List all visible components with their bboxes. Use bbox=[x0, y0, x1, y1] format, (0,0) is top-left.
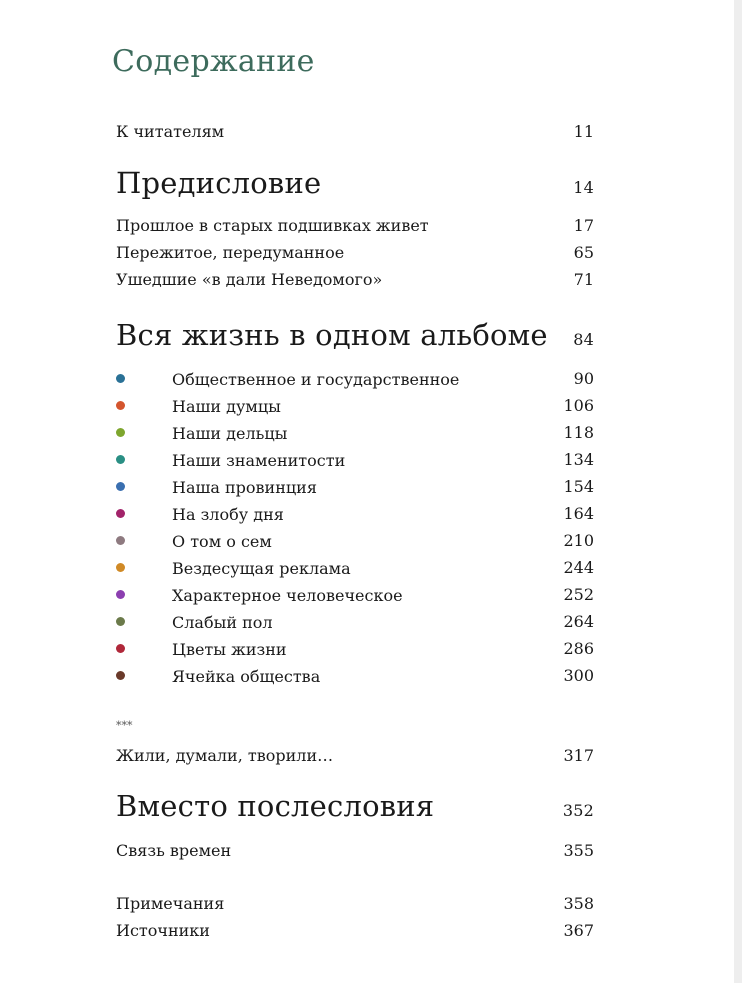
album-chapter-page: 210 bbox=[563, 531, 594, 550]
toc-entry[interactable] bbox=[116, 243, 594, 262]
toc-entry-label: Прошлое в старых подшивках живет bbox=[116, 216, 429, 235]
bullet-dot-icon bbox=[116, 671, 125, 680]
album-chapter-item[interactable] bbox=[116, 639, 594, 659]
album-chapter-label: Наши знаменитости bbox=[172, 451, 346, 470]
toc-entry-label: Источники bbox=[116, 921, 210, 940]
album-chapter-page: 134 bbox=[563, 450, 594, 469]
album-chapter-label: Наши думцы bbox=[172, 397, 281, 416]
album-chapter-page: 286 bbox=[563, 639, 594, 658]
bullet-dot-icon bbox=[116, 455, 125, 464]
album-chapter-label: Наши дельцы bbox=[172, 424, 288, 443]
bullet-dot-icon bbox=[116, 644, 125, 653]
album-chapter-page: 244 bbox=[563, 558, 594, 577]
toc-section-page: 352 bbox=[562, 801, 594, 820]
toc-entry-page: 317 bbox=[563, 746, 594, 765]
toc-entry-page: 65 bbox=[573, 243, 594, 262]
bullet-dot-icon bbox=[116, 536, 125, 545]
album-chapter-page: 300 bbox=[563, 666, 594, 685]
album-chapter-item[interactable] bbox=[116, 612, 594, 632]
album-chapter-label: Цветы жизни bbox=[172, 640, 287, 659]
toc-entry-page: 355 bbox=[563, 841, 594, 860]
toc-entry[interactable] bbox=[116, 894, 594, 913]
bullet-dot-icon bbox=[116, 428, 125, 437]
album-chapter-item[interactable] bbox=[116, 585, 594, 605]
album-chapter-label: Наша провинция bbox=[172, 478, 317, 497]
toc-entry-page: 17 bbox=[573, 216, 594, 235]
toc-entry-page: 71 bbox=[573, 270, 594, 289]
album-chapter-page: 154 bbox=[563, 477, 594, 496]
toc-section-label: Предисловие bbox=[116, 166, 322, 200]
toc-entry[interactable] bbox=[116, 746, 594, 765]
album-chapter-item[interactable] bbox=[116, 423, 594, 443]
toc-entry[interactable] bbox=[116, 841, 594, 860]
album-chapter-page: 164 bbox=[563, 504, 594, 523]
page-edge bbox=[734, 0, 742, 983]
album-chapter-item[interactable] bbox=[116, 369, 594, 389]
bullet-dot-icon bbox=[116, 590, 125, 599]
album-chapter-page: 90 bbox=[573, 369, 594, 388]
toc-entry[interactable] bbox=[116, 122, 594, 141]
album-chapter-item[interactable] bbox=[116, 504, 594, 524]
album-chapter-label: Общественное и государственное bbox=[172, 370, 460, 389]
album-chapter-page: 264 bbox=[563, 612, 594, 631]
bullet-dot-icon bbox=[116, 617, 125, 626]
toc-entry-page: 11 bbox=[573, 122, 594, 141]
album-chapter-page: 252 bbox=[563, 585, 594, 604]
toc-section-heading[interactable] bbox=[116, 166, 594, 200]
bullet-dot-icon bbox=[116, 374, 125, 383]
toc-entry-label: К читателям bbox=[116, 122, 225, 141]
toc-entry-label: Примечания bbox=[116, 894, 225, 913]
toc-entry-page: 367 bbox=[563, 921, 594, 940]
album-chapter-label: Вездесущая реклама bbox=[172, 559, 351, 578]
album-chapter-item[interactable] bbox=[116, 666, 594, 686]
album-chapter-label: На злобу дня bbox=[172, 505, 284, 524]
album-chapter-label: Характерное человеческое bbox=[172, 586, 403, 605]
album-chapter-page: 118 bbox=[563, 423, 594, 442]
toc-entry-page: 358 bbox=[563, 894, 594, 913]
album-chapter-item[interactable] bbox=[116, 558, 594, 578]
toc-section-label: Вместо послесловия bbox=[116, 789, 435, 823]
toc-entry-label: Связь времен bbox=[116, 841, 232, 860]
toc-section-heading[interactable] bbox=[116, 789, 594, 823]
toc-section-page: 84 bbox=[573, 330, 594, 349]
toc-entry[interactable] bbox=[116, 216, 594, 235]
toc-section-label: Вся жизнь в одном альбоме bbox=[116, 318, 548, 352]
album-chapter-label: Ячейка общества bbox=[172, 667, 321, 686]
toc-entry-label: Жили, думали, творили… bbox=[116, 746, 334, 765]
section-separator: *** bbox=[116, 719, 133, 732]
album-chapter-item[interactable] bbox=[116, 477, 594, 497]
album-chapter-page: 106 bbox=[563, 396, 594, 415]
album-chapter-item[interactable] bbox=[116, 396, 594, 416]
album-chapter-item[interactable] bbox=[116, 450, 594, 470]
bullet-dot-icon bbox=[116, 563, 125, 572]
bullet-dot-icon bbox=[116, 509, 125, 518]
toc-entry-label: Пережитое, передуманное bbox=[116, 243, 345, 262]
toc-entry-label: Ушедшие «в дали Неведомого» bbox=[116, 270, 383, 289]
toc-title: Содержание bbox=[112, 44, 315, 79]
bullet-dot-icon bbox=[116, 401, 125, 410]
toc-entry[interactable] bbox=[116, 921, 594, 940]
toc-entry[interactable] bbox=[116, 270, 594, 289]
toc-section-heading[interactable] bbox=[116, 318, 594, 352]
bullet-dot-icon bbox=[116, 482, 125, 491]
album-chapter-label: О том о сем bbox=[172, 532, 272, 551]
album-chapter-label: Слабый пол bbox=[172, 613, 273, 632]
album-chapter-item[interactable] bbox=[116, 531, 594, 551]
toc-section-page: 14 bbox=[573, 178, 594, 197]
